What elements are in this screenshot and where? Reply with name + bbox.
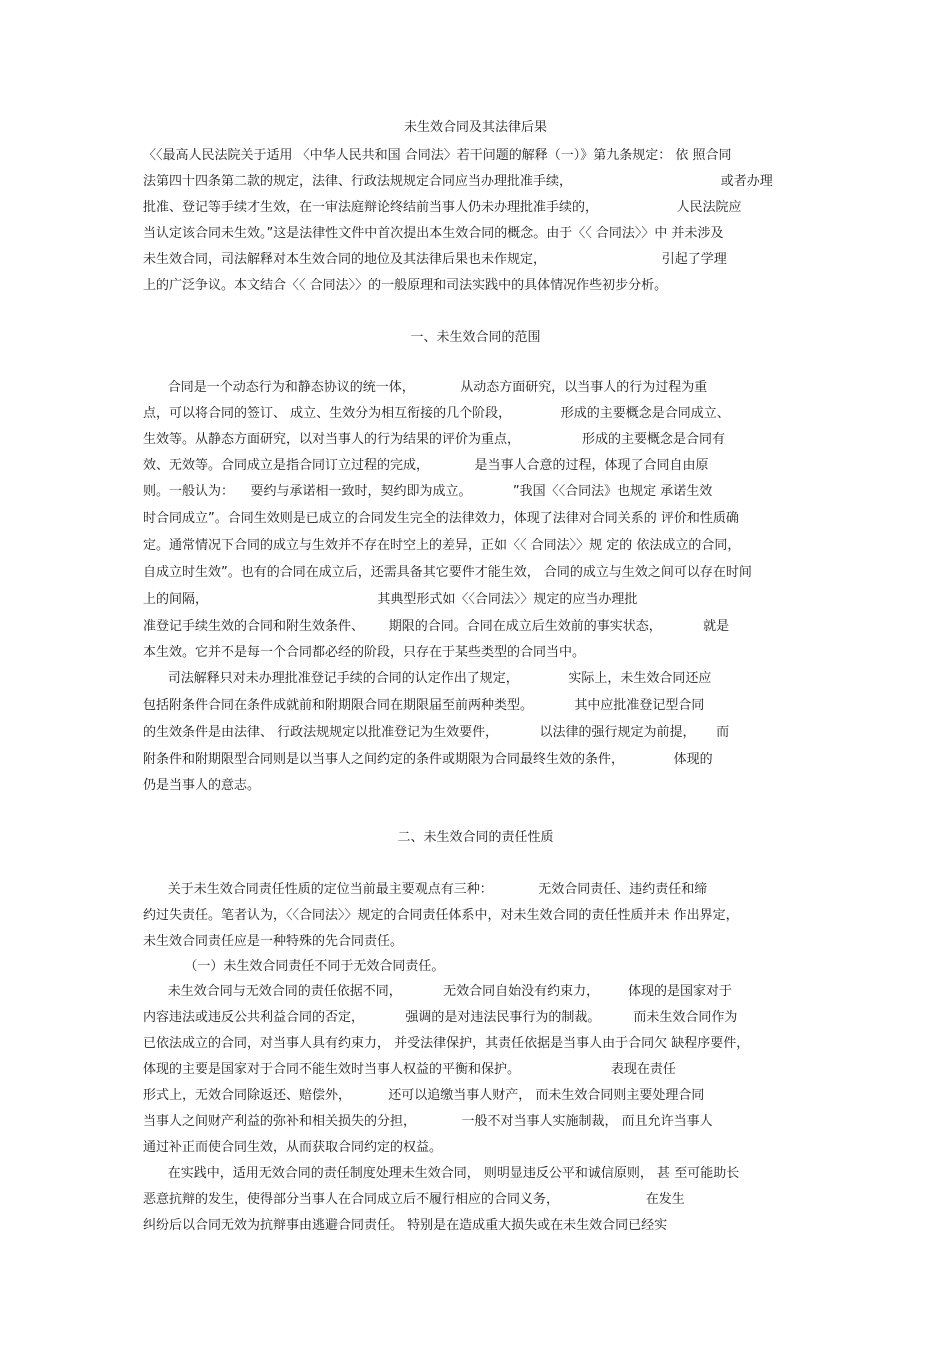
text-line: 上的广泛争议。本文结合〈〈 合同法〉〉的一般原理和司法实践中的具体情况作些初步分析。 — [143, 278, 668, 293]
text-line: 生效等。从静态方面研究，以对当事人的行为结果的评价为重点， 形成的主要概念是合同有 — [143, 432, 725, 447]
text-line: 当认定该合同未生效。”这是法律性文件中首次提出本生效合同的概念。由于〈〈 合同法〉〉中 并未涉及 — [143, 226, 724, 241]
text-line: 的生效条件是由法律、 行政法规规定以批准登记为生效要件， 以法律的强行规定为前提， 而 — [143, 725, 730, 740]
text-line: 未生效合同与无效合同的责任依据不同， 无效合同自始没有约束力， 体现的是国家对于 — [143, 984, 733, 999]
text-line: 批准、登记等手续才生效，在一审法庭辩论终结前当事人仍未办理批准手续的， 人民法院应 — [143, 200, 742, 215]
text-line: 仍是当事人的意志。 — [143, 778, 261, 793]
text-line: 准登记手续生效的合同和附生效条件、 期限的合同。合同在成立后生效前的事实状态， 就是 — [143, 619, 730, 634]
text-line: 点，可以将合同的签订、 成立、生效分为相互衔接的几个阶段， 形成的主要概念是合同成立、 — [143, 406, 730, 421]
text-line: 合同是一个动态行为和静态协议的统一体， 从动态方面研究，以当事人的行为过程为重 — [143, 380, 708, 395]
text-line: 关于未生效合同责任性质的定位当前最主要观点有三种： 无效合同责任、违约责任和缔 — [143, 882, 708, 897]
text-line: 上的间隔， 其典型形式如〈〈合同法〉〉规定的应当办理批 — [143, 592, 638, 607]
text-line: 体现的主要是国家对于合同不能生效时当事人权益的平衡和保护。 表现在责任 — [143, 1062, 676, 1077]
text-line: 通过补正而使合同生效，从而获取合同约定的权益。 — [143, 1140, 443, 1155]
text-line: 附条件和附期限型合同则是以当事人之间约定的条件或期限为合同最终生效的条件， 体现的 — [143, 752, 713, 767]
text-line: 在实践中，适用无效合同的责任制度处理未生效合同， 则明显违反公平和诚信原则， 甚 至可能助长 — [143, 1166, 740, 1181]
text-line: 司法解释只对未办理批准登记手续的合同的认定作出了规定， 实际上，未生效合同还应 — [143, 671, 712, 686]
text-line: 形式上，无效合同除返还、赔偿外， 还可以追缴当事人财产， 而未生效合同则主要处理合同 — [143, 1088, 705, 1103]
text-line: 未生效合同，司法解释对本生效合同的地位及其法律后果也未作规定， 引起了学理 — [143, 252, 727, 267]
text-line: 则。一般认为： 要约与承诺相一致时，契约即为成立。 ”我国〈〈合同法》也规定 承诺生效 — [143, 484, 713, 499]
text-line: 约过失责任。笔者认为，〈〈合同法〉〉规定的合同责任体系中，对未生效合同的责任性质并未 作出界定， — [143, 908, 739, 923]
text-line: 法第四十四条第二款的规定，法律、行政法规规定合同应当办理批准手续， 或者办理 — [143, 174, 773, 189]
text-line: 效、无效等。合同成立是指合同订立过程的完成， 是当事人合意的过程，体现了合同自由原 — [143, 458, 709, 473]
text-line: 恶意抗辩的发生，使得部分当事人在合同成立后不履行相应的合同义务， 在发生 — [143, 1192, 685, 1207]
text-line: 已依法成立的合同，对当事人具有约束力， 并受法律保护，其责任依据是当事人由于合同欠 缺程序要件， — [143, 1036, 750, 1051]
text-line: 本生效。它并不是每一个合同都必经的阶段，只存在于某些类型的合同当中。 — [143, 645, 586, 660]
document-title: 未生效合同及其法律后果 — [403, 120, 547, 135]
text-line: 内容违法或违反公共利益合同的否定， 强调的是对违法民事行为的制裁。 而未生效合同作为 — [143, 1010, 738, 1025]
text-line: 包括附条件合同在条件成就前和附期限合同在期限届至前两种类型。 其中应批准登记型合同 — [143, 698, 705, 713]
text-line: 纠纷后以合同无效为抗辩事由逃避合同责任。 特别是在造成重大损失或在未生效合同已经实 — [143, 1218, 668, 1233]
text-line: 自成立时生效”。也有的合同在成立后，还需具备其它要件才能生效， 合同的成立与生效之间可以存在时间 — [143, 565, 752, 580]
text-line: （一）未生效合同责任不同于无效合同责任。 — [143, 959, 445, 974]
section-heading: 一、未生效合同的范围 — [410, 330, 541, 345]
text-line: 定。通常情况下合同的成立与生效并不存在时空上的差异，正如〈〈 合同法〉〉规 定的 依法成立的合同， — [143, 538, 741, 553]
text-line: 当事人之间财产利益的弥补和相关损失的分担， 一般不对当事人实施制裁， 而且允许当事人 — [143, 1114, 713, 1129]
section-heading: 二、未生效合同的责任性质 — [397, 830, 554, 845]
text-line: 未生效合同责任应是一种特殊的先合同责任。 — [143, 934, 404, 949]
text-line: 〈〈最高人民法院关于适用 〈中华人民共和国 合同法〉若干问题的解释（一）》第九条规定： 依 照合同 — [143, 148, 732, 163]
text-line: 时合同成立”。合同生效则是已成立的合同发生完全的法律效力，体现了法律对合同关系的 评价和性质确 — [143, 511, 739, 526]
